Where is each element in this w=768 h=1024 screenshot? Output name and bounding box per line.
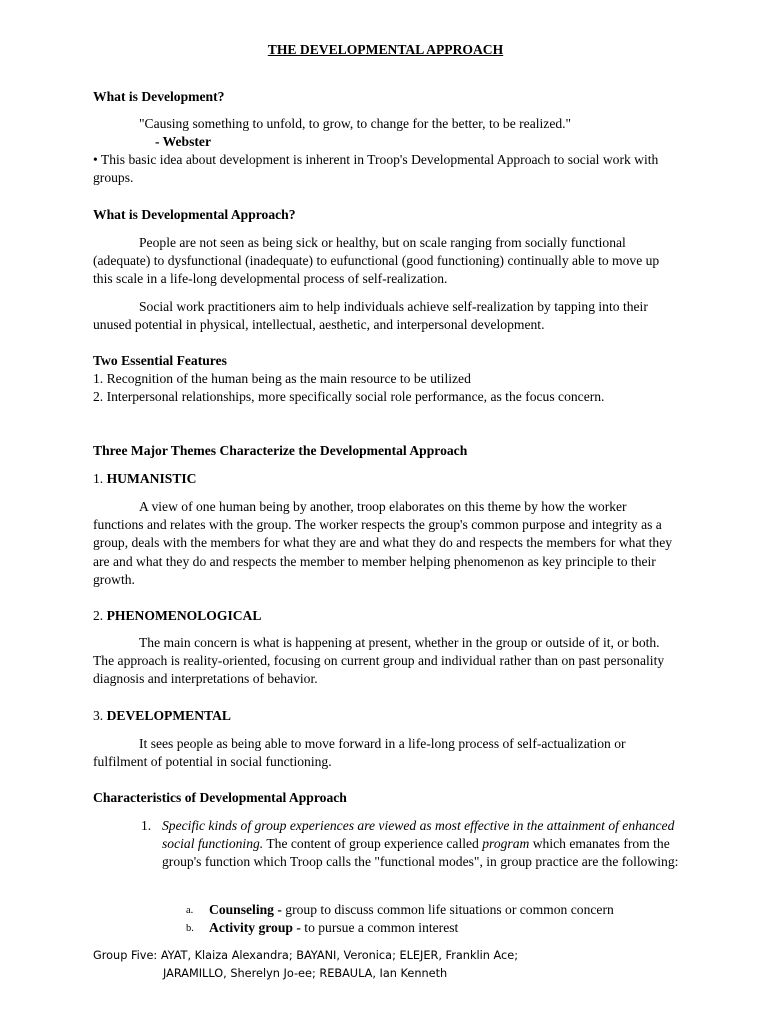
functional-mode-b-term: Activity group - [209, 920, 301, 935]
webster-quote: "Causing something to unfold, to grow, to change for the better, to be realized." [139, 116, 572, 131]
theme-1-number: 1. [93, 471, 104, 486]
characteristic-text-b: which emanates from the group's function which Troop calls the "functional modes", in group practice are the following: [162, 836, 679, 870]
paragraph-self-realization: Social work practitioners aim to help individuals achieve self-realization by tapping into their unused potential in physical, intellectual, aesthetic, and interpersonal development. [93, 299, 648, 333]
characteristic-text-a: The content of group experience called [263, 836, 483, 852]
functional-mode-b-desc: to pursue a common interest [300, 920, 459, 935]
theme-3-number: 3. [93, 708, 104, 723]
functional-mode-a-desc: group to discuss common life situations or common concern [281, 902, 614, 917]
functional-mode-b-letter: b. [186, 923, 194, 934]
theme-1-title: HUMANISTIC [106, 471, 197, 486]
theme-2-number: 2. [93, 608, 104, 623]
theme-1-heading [93, 470, 678, 488]
heading-three-major-themes: Three Major Themes Characterize the Developmental Approach [93, 443, 468, 458]
characteristic-item-1-number: 1. [141, 818, 152, 833]
development-bullet: • This basic idea about development is inherent in Troop's Developmental Approach to social work with groups. [93, 152, 659, 186]
program-term: program [482, 836, 530, 852]
theme-1-body: A view of one human being by another, troop elaborates on this theme by how the worker functions and relates with the group. The worker respects the group's common purpose and integrity as a group, deals with the members for what they are and what they do and respects the members for what they are and what they do and respects the member to member helping phenomenon as key principle to their growth. [93, 499, 673, 587]
theme-2-title: PHENOMENOLOGICAL [106, 608, 262, 623]
heading-characteristics: Characteristics of Developmental Approach [93, 790, 347, 805]
functional-mode-b [186, 919, 666, 937]
heading-what-is-development: What is Development? [93, 89, 225, 104]
page-footer [93, 947, 693, 982]
characteristic-item-1 [141, 817, 681, 872]
theme-2-body: The main concern is what is happening at present, whether in the group or outside of it, or both. The approach is reality-oriented, focusing on current group and individual rather than on past personality diagnosis and interpretations of behavior. [93, 635, 665, 687]
functional-mode-a-term: Counseling - [209, 902, 282, 917]
footer-line-1: Group Five: AYAT, Klaiza Alexandra; BAYANI, Veronica; ELEJER, Franklin Ace; [93, 949, 519, 962]
theme-3-heading [93, 707, 678, 725]
theme-3-body: It sees people as being able to move forward in a life-long process of self-actualization or fulfilment of potential in social functioning. [93, 736, 626, 770]
functional-mode-a-letter: a. [186, 905, 194, 916]
feature-item-1: 1. Recognition of the human being as the main resource to be utilized [93, 371, 471, 386]
feature-item-2: 2. Interpersonal relationships, more specifically social role performance, as the focus concern. [93, 389, 605, 404]
heading-two-essential-features: Two Essential Features [93, 353, 227, 368]
document-title: THE DEVELOPMENTAL APPROACH [267, 42, 504, 57]
quote-author: - Webster [155, 134, 212, 149]
characteristic-item-1-body [162, 817, 681, 872]
footer-line-2: JARAMILLO, Sherelyn Jo-ee; REBAULA, Ian Kenneth [163, 966, 448, 980]
functional-mode-a [186, 901, 666, 919]
theme-3-title: DEVELOPMENTAL [106, 708, 231, 723]
characteristic-italic-lead: Specific kinds of group experiences are viewed as most effective in the attainment of enhanced social functioning. [162, 818, 675, 852]
theme-2-heading [93, 607, 678, 625]
paragraph-scale: People are not seen as being sick or healthy, but on scale ranging from socially functional (adequate) to dysfunctional (inadequate) to eufunctional (good functioning) continually able to move up this scale in a life-long developmental process of self-realization. [93, 235, 660, 287]
heading-developmental-approach: What is Developmental Approach? [93, 207, 296, 222]
